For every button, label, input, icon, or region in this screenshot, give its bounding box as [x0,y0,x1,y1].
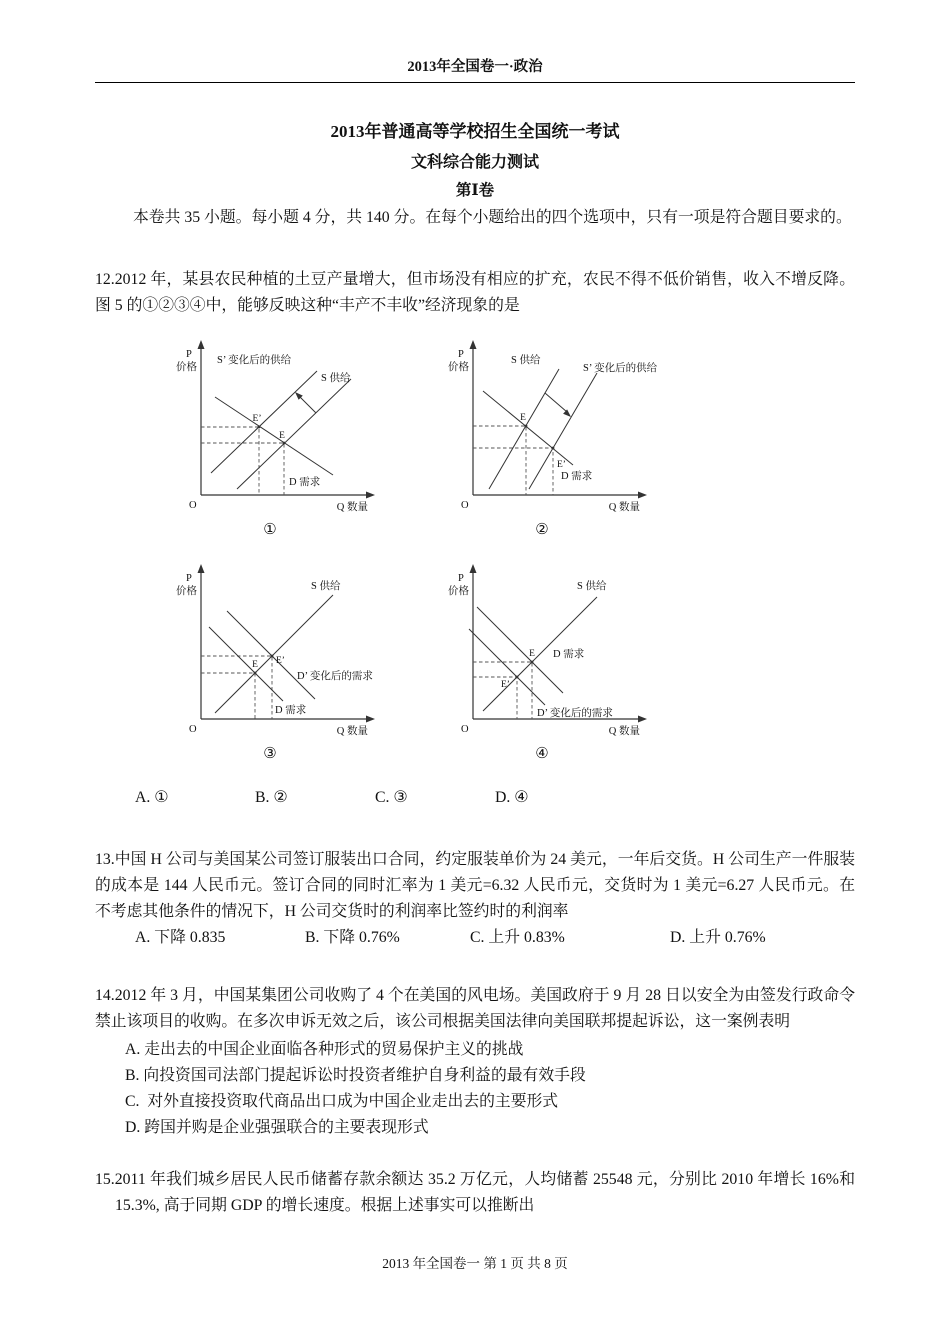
price-axis-label2: 价格 [176,586,197,597]
axis-arrow-right [638,716,647,723]
figure-3-caption: ③ [263,746,277,762]
figure-2-caption: ② [535,522,549,538]
page-header [0,0,950,83]
e-label: E [529,649,535,659]
dashed-guide-e [473,426,526,495]
shifted-supply-label: S’ 变化后的供给 [217,355,292,366]
q12-option-d: D. ④ [495,789,529,806]
e-label: E [252,660,258,670]
price-axis-label2: 价格 [176,362,197,373]
price-axis-label: P [458,349,464,360]
dashed-guide-e2 [201,656,272,719]
equilibrium-point-e [254,672,257,675]
demand-label: D 需求 [553,649,585,660]
diagram-4 [437,551,697,743]
dashed-guide-e2 [473,448,553,495]
shift-arrow [300,397,316,413]
price-axis-label: P [186,573,192,584]
q12-option-a: A. ① [135,789,169,806]
q12-option-b: B. ② [255,789,288,806]
dashed-guide-e2 [201,427,259,495]
supply-label: S 供给 [321,373,351,384]
axis-arrow-right [366,716,375,723]
q13-stem: 13.中国 H 公司与美国某公司签订服装出口合同，约定服装单价为 24 美元，一年后交货。H 公司生产一件服装的成本是 144 人民币元。签订合同的同时汇率为 1 美元=6.32 人民币元，交货时为 1 美元=6.27 人民币元。在不考虑其他条件的情况下，H 公司交货时的利润率比签约时的利润率 [95,851,855,920]
demand-curve [215,397,333,475]
origin-label: O [461,724,469,735]
q14-option-a: A. 走出去的中国企业面临各种形式的贸易保护主义的挑战 [125,1041,524,1058]
q12-stem: 12.2012 年，某县农民种植的土豆产量增大，但市场没有相应的扩充，农民不得不低价销售，收入不增反降。图 5 的①②③④中，能够反映这种“丰产不丰收”经济现象的是 [95,271,855,314]
equilibrium-point-e2 [516,676,519,679]
supply-curve [215,595,333,713]
intro-paragraph: 本卷共 35 小题。每小题 4 分，共 140 分。在每个小题给出的四个选项中，只有一项是符合题目要求的。 [133,209,852,226]
price-axis-label: P [186,349,192,360]
figure-grid [165,327,855,763]
shifted-demand-label: D’ 变化后的需求 [297,671,373,682]
e2-label: E’ [252,414,262,424]
shifted-supply-label: S’ 变化后的供给 [583,363,658,374]
shift-arrow [545,393,567,412]
equilibrium-point-e2 [271,655,274,658]
supply-curve [237,379,351,489]
q14-options [95,1037,855,1141]
demand-label: D 需求 [275,705,307,716]
e2-label: E’ [276,656,285,666]
equilibrium-point-e2 [552,447,555,450]
doc-title: 2013年普通高等学校招生全国统一考试 [330,122,620,141]
e-label: E [520,413,526,423]
q13-option-c: C. 上升 0.83% [470,929,565,946]
e2-label: E’ [501,680,510,690]
q12-options [95,785,855,811]
shifted-demand-label: D’ 变化后的需求 [537,708,613,719]
q13-option-d: D. 上升 0.76% [670,929,766,946]
diagram-1 [165,327,425,519]
price-axis-label2: 价格 [448,586,469,597]
equilibrium-point-e [525,425,528,428]
axis-arrow-right [638,492,647,499]
equilibrium-point-e [283,442,286,445]
shift-arrowhead [563,409,571,417]
figure-3 [165,551,425,763]
figure-4 [437,551,697,763]
axis-arrow-up [198,564,205,573]
origin-label: O [189,500,197,511]
figure-4-caption: ④ [535,746,549,762]
q14-option-b: B. 向投资国司法部门提起诉讼时投资者维护自身利益的最有效手段 [125,1067,586,1084]
shifted-supply-curve [211,371,317,473]
supply-label: S 供给 [311,581,341,592]
running-head: 2013年全国卷一·政治 [407,59,543,75]
q12-option-c: C. ③ [375,789,408,806]
supply-label: S 供给 [511,355,541,366]
origin-label: O [461,500,469,511]
doc-subtitle: 文科综合能力测试 [410,154,539,171]
q14-option-c: C. 对外直接投资取代商品出口成为中国企业走出去的主要形式 [125,1093,559,1110]
equilibrium-point-e [531,661,534,664]
quantity-axis-label: Q 数量 [336,502,368,513]
axis-arrow-right [366,492,375,499]
axis-arrow-up [470,564,477,573]
q14-option-d: D. 跨国并购是企业强强联合的主要表现形式 [125,1119,429,1136]
q13-option-b: B. 下降 0.76% [305,929,400,946]
e2-label: E’ [557,460,566,470]
axis-arrow-up [198,340,205,349]
header-rule [95,82,855,83]
figure-2 [437,327,697,539]
dashed-guide-e [201,673,255,719]
diagram-3 [165,551,425,743]
dashed-guide-e [201,443,284,495]
origin-label: O [189,724,197,735]
diagram-2 [437,327,697,519]
quantity-axis-label: Q 数量 [336,726,368,737]
demand-curve [483,391,573,465]
demand-label: D 需求 [289,477,321,488]
q13-options [95,925,855,951]
price-axis-label: P [458,573,464,584]
axis-arrow-up [470,340,477,349]
quantity-axis-label: Q 数量 [608,726,640,737]
page-footer: 2013 年全国卷一 第 1 页 共 8 页 [382,1256,568,1271]
q14-stem: 14.2012 年 3 月，中国某集团公司收购了 4 个在美国的风电场。美国政府于 9 月 28 日以安全为由签发行政命令禁止该项目的收购。在多次申诉无效之后，该公司根据美国法律向美国联邦提起诉讼，这一案例表明 [95,987,855,1030]
figure-1-caption: ① [263,522,277,538]
demand-label: D 需求 [561,471,593,482]
quantity-axis-label: Q 数量 [608,502,640,513]
q13-option-a: A. 下降 0.835 [135,929,226,946]
price-axis-label2: 价格 [448,362,469,373]
section-title: 第Ⅰ卷 [455,182,495,199]
shifted-demand-curve [469,629,545,705]
supply-label: S 供给 [577,581,607,592]
e-label: E [279,431,285,441]
shifted-demand-curve [227,611,315,699]
figure-1 [165,327,425,539]
supply-curve [489,369,559,489]
page-content [95,117,855,1219]
q15-stem: 15.2011 年我们城乡居民人民币储蓄存款余额达 35.2 万亿元，人均储蓄 25548 元，分别比 2010 年增长 16%和 15.3%, 高于同期 GDP 的增长速度。根据上述事实可以推断出 [95,1171,855,1214]
equilibrium-point-e2 [258,426,261,429]
